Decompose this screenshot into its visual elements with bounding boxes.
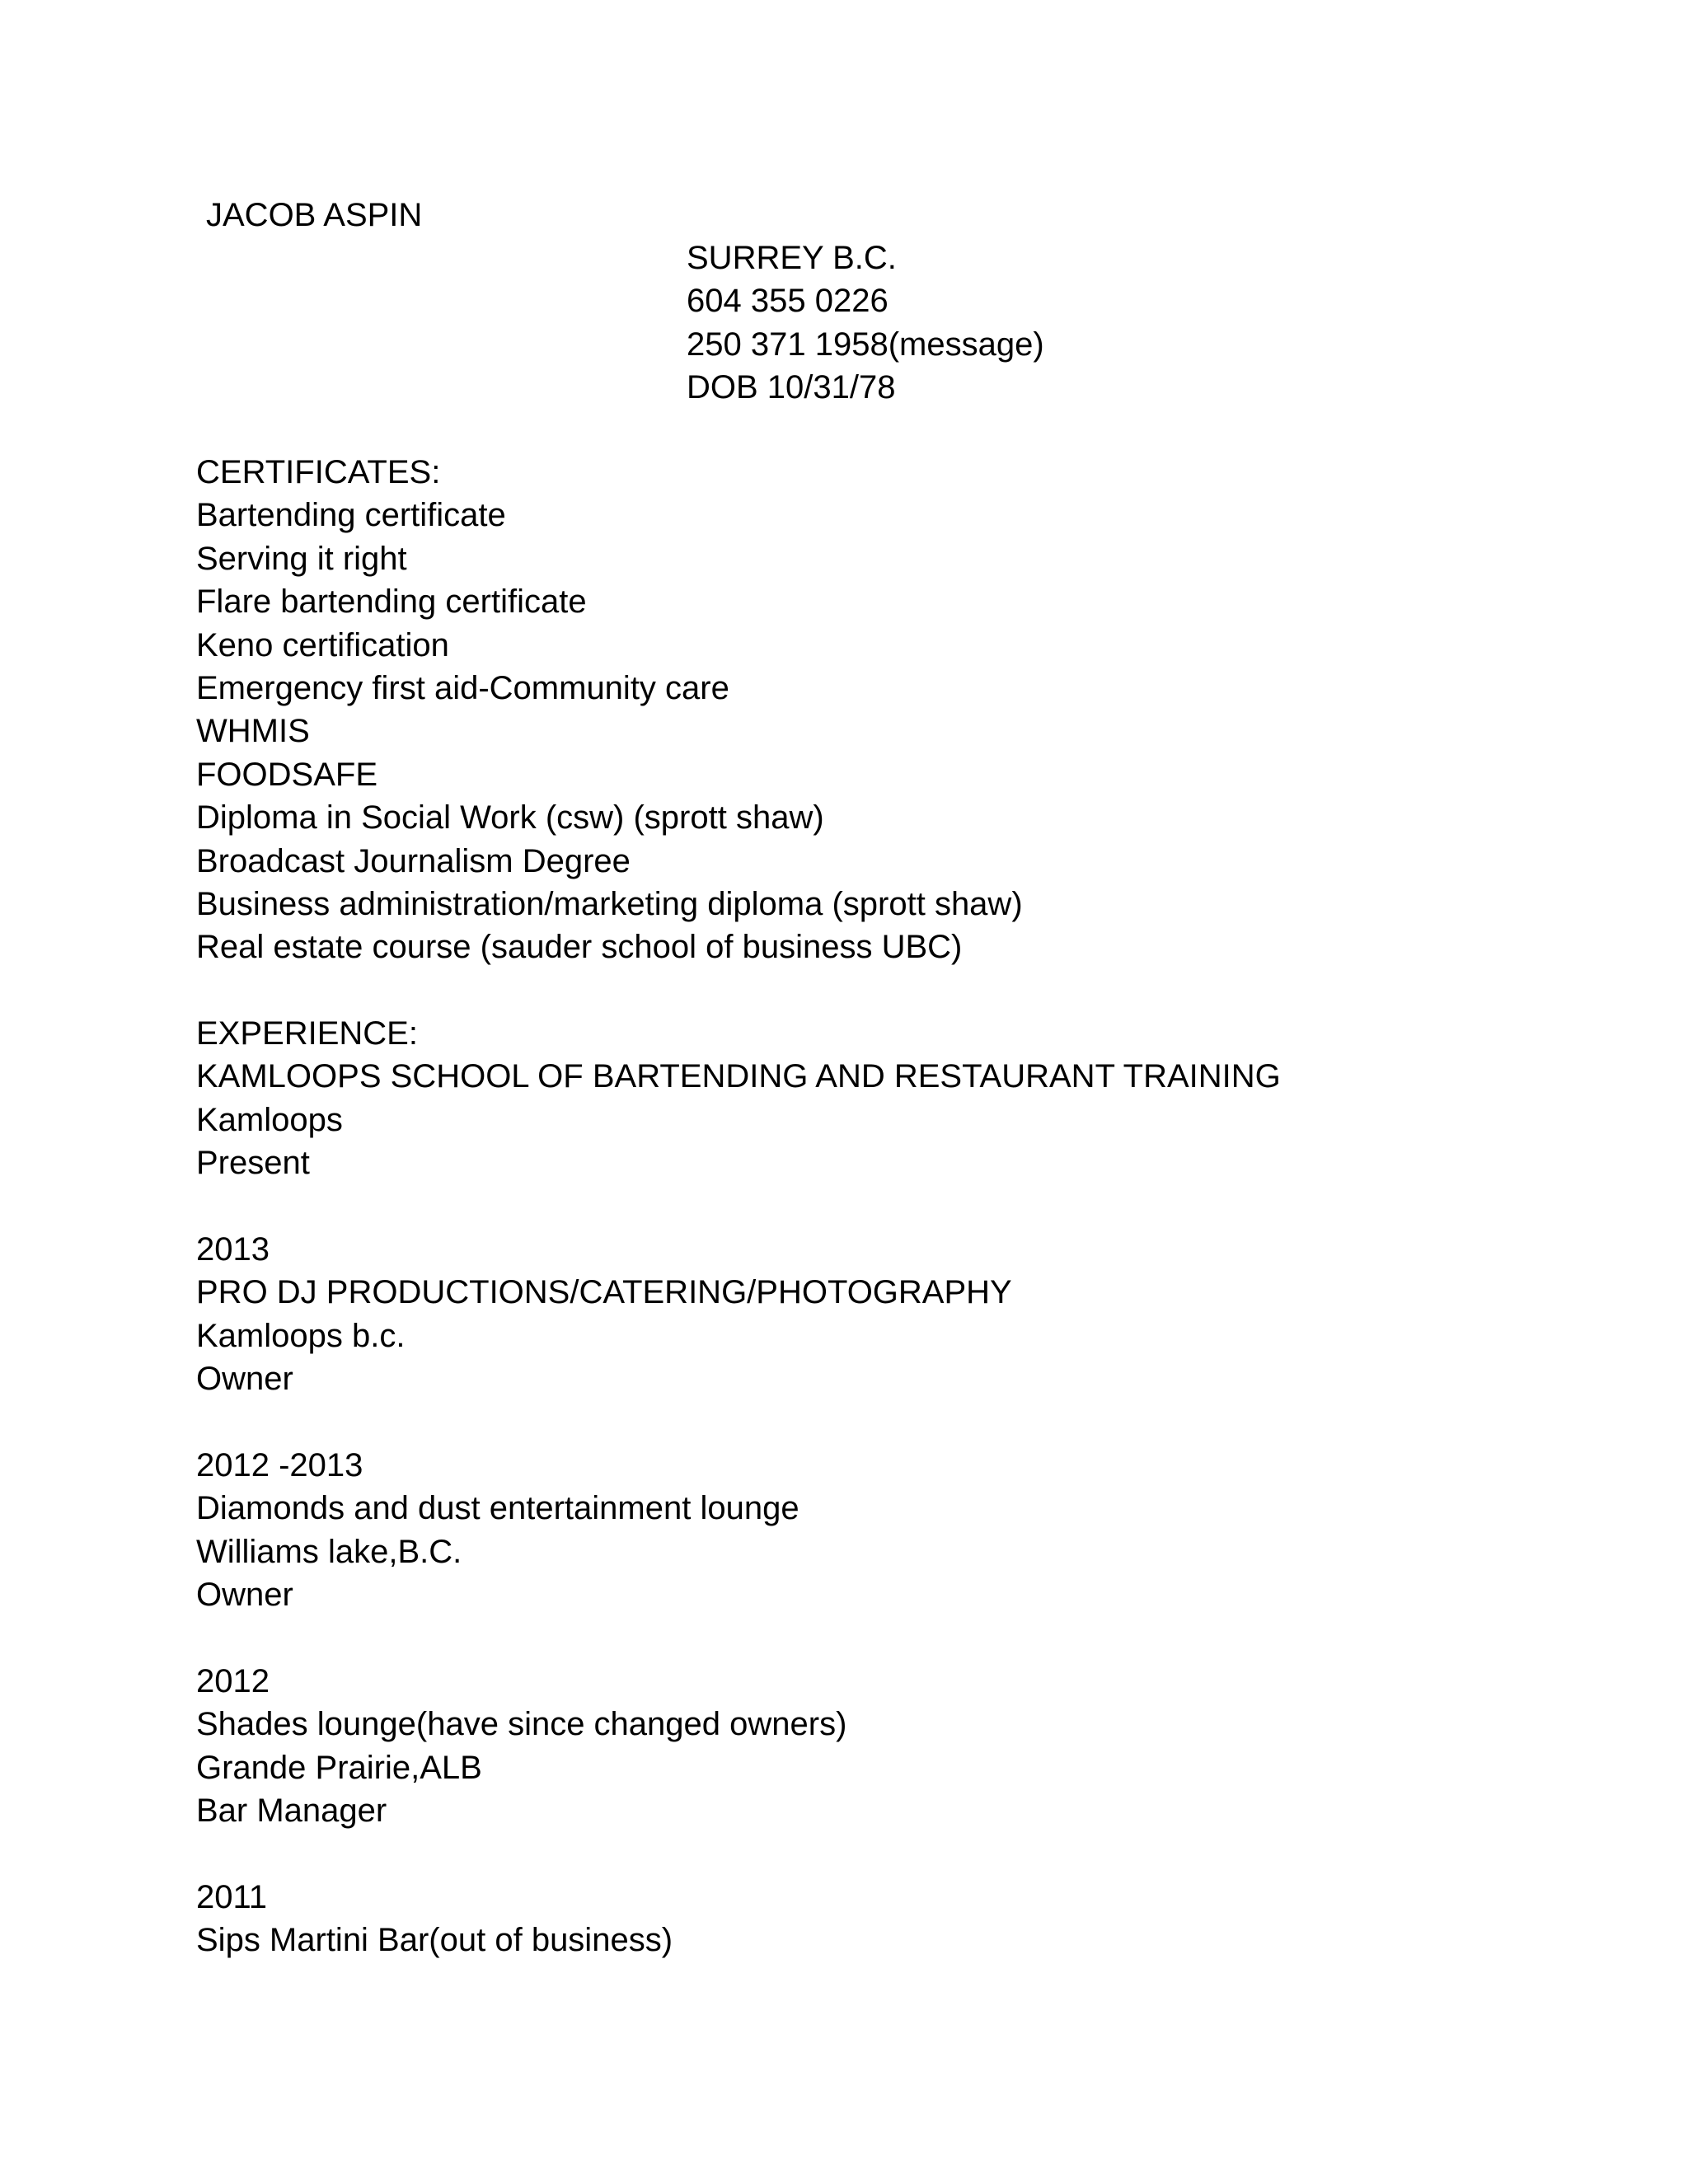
entry-spacer <box>196 1185 1281 1228</box>
job-role: Present <box>196 1145 310 1182</box>
contact-phone-message: 250 371 1958(message) <box>687 326 1044 363</box>
job-date: 2012 <box>196 1662 270 1699</box>
job-employer: Sips Martini Bar(out of business) <box>196 1922 673 1959</box>
job-employer: KAMLOOPS SCHOOL OF BARTENDING AND RESTAURANT TRAINING <box>196 1058 1281 1095</box>
job-role: Bar Manager <box>196 1793 387 1830</box>
certificate-item: Broadcast Journalism Degree <box>196 842 631 879</box>
certificate-item: FOODSAFE <box>196 756 378 793</box>
job-employer: Diamonds and dust entertainment lounge <box>196 1490 799 1527</box>
job-date: 2013 <box>196 1231 270 1268</box>
certificate-item: WHMIS <box>196 713 310 750</box>
certificate-item: Keno certification <box>196 626 449 663</box>
job-employer: Shades lounge(have since changed owners) <box>196 1706 847 1743</box>
job-date: 2012 -2013 <box>196 1446 363 1483</box>
certificate-item: Serving it right <box>196 540 407 577</box>
applicant-name: JACOB ASPIN <box>206 197 423 233</box>
job-location: Kamloops b.c. <box>196 1317 406 1354</box>
certificate-item: Bartending certificate <box>196 497 506 534</box>
entry-spacer <box>196 1833 1281 1876</box>
contact-block <box>687 237 1044 410</box>
job-employer: PRO DJ PRODUCTIONS/CATERING/PHOTOGRAPHY <box>196 1274 1012 1311</box>
certificate-item: Business administration/marketing diploma (sprott shaw) <box>196 885 1023 922</box>
certificate-item: Emergency first aid-Community care <box>196 669 729 706</box>
certificates-heading: CERTIFICATES: <box>196 454 441 490</box>
job-location: Kamloops <box>196 1101 343 1138</box>
job-location: Grande Prairie,ALB <box>196 1749 482 1786</box>
section-spacer <box>196 969 1281 1012</box>
contact-phone: 604 355 0226 <box>687 283 889 320</box>
resume-body <box>196 451 1281 1962</box>
contact-location: SURREY B.C. <box>687 240 897 276</box>
certificate-item: Real estate course (sauder school of business UBC) <box>196 929 963 966</box>
job-role: Owner <box>196 1577 293 1614</box>
entry-spacer <box>196 1617 1281 1660</box>
experience-heading: EXPERIENCE: <box>196 1015 418 1052</box>
certificate-item: Flare bartending certificate <box>196 583 587 621</box>
job-location: Williams lake,B.C. <box>196 1533 462 1570</box>
contact-dob: DOB 10/31/78 <box>687 369 896 406</box>
job-role: Owner <box>196 1361 293 1398</box>
entry-spacer <box>196 1401 1281 1444</box>
job-date: 2011 <box>196 1878 268 1915</box>
certificate-item: Diploma in Social Work (csw) (sprott shaw) <box>196 799 824 837</box>
